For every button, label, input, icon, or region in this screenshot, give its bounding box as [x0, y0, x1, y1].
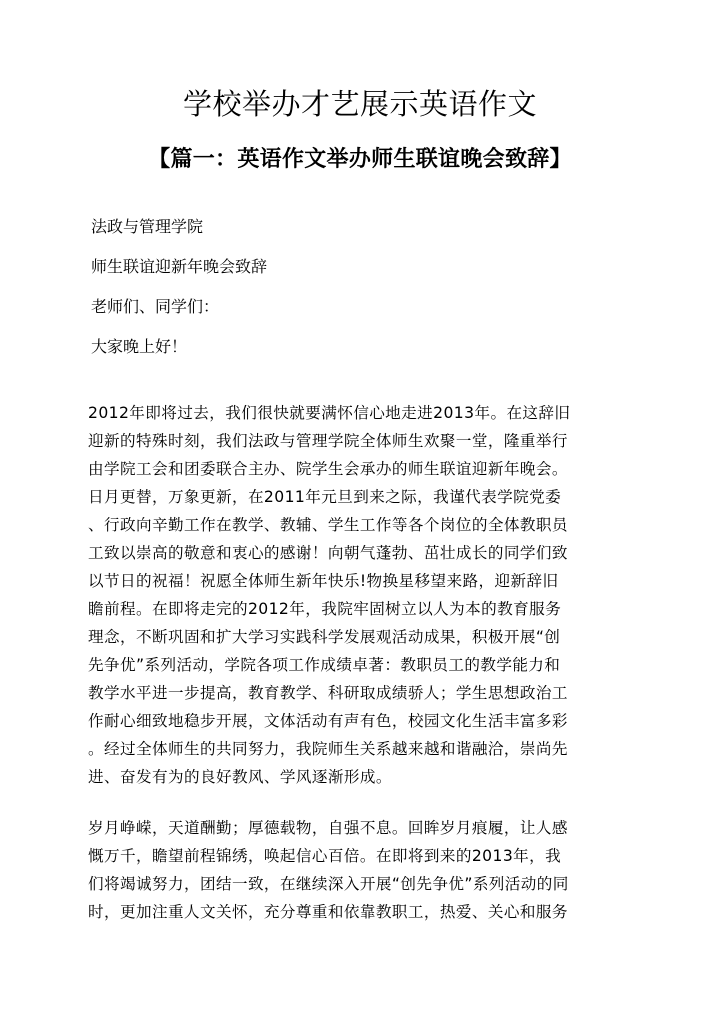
paragraph-line: 、行政向辛勤工作在教学、教辅、学生工作等各个岗位的全体教职员: [88, 516, 568, 534]
paragraph-line: 工致以崇高的敬意和衷心的感谢！向朝气蓬勃、茁壮成长的同学们致: [88, 544, 568, 562]
paragraph-line: 。经过全体师生的共同努力，我院师生关系越来越和谐融洽，崇尚先: [88, 740, 568, 758]
paragraph-line: 慨万千，瞻望前程锦绣，唤起信心百倍。在即将到来的2013年，我: [88, 847, 562, 865]
paragraph-line: 进、奋发有为的良好教风、学风逐渐形成。: [88, 768, 392, 786]
paragraph-line: 以节日的祝福！祝愿全体师生新年快乐!物换星移望来路，迎新辞旧: [88, 572, 559, 590]
paragraph-line: 瞻前程。在即将走完的2012年，我院牢固树立以人为本的教育服务: [88, 600, 562, 618]
paragraph-line: 教学水平进一步提高，教育教学、科研取成绩骄人；学生思想政治工: [88, 684, 568, 702]
paragraph-line: 岁月峥嵘，天道酬勤；厚德载物，自强不息。回眸岁月痕履，让人感: [88, 819, 568, 837]
paragraph-line: 2012年即将过去，我们很快就要满怀信心地走进2013年。在这辞旧: [88, 404, 571, 422]
paragraph-line: 时，更加注重人文关怀，充分尊重和依靠教职工，热爱、关心和服务: [88, 903, 568, 921]
paragraph-line: 理念，不断巩固和扩大学习实践科学发展观活动成果，积极开展“创: [88, 628, 561, 646]
header-line-salutation: 老师们、同学们：: [91, 297, 220, 316]
paragraph-line: 作耐心细致地稳步开展，文体活动有声有色，校园文化生活丰富多彩: [88, 712, 568, 730]
paragraph-line: 们将竭诚努力，团结一致，在继续深入开展“创先争优”系列活动的同: [88, 875, 569, 893]
header-line-department: 法政与管理学院: [91, 217, 204, 236]
document-title: 学校举办才艺展示英语作文: [182, 87, 537, 121]
header-line-greeting: 大家晚上好！: [91, 337, 188, 356]
paragraph-line: 由学院工会和团委联合主办、院学生会承办的师生联谊迎新年晚会。: [88, 460, 568, 478]
paragraph-line: 先争优”系列活动，学院各项工作成绩卓著：教职员工的教学能力和: [88, 656, 561, 674]
paragraph-line: 迎新的特殊时刻，我们法政与管理学院全体师生欢聚一堂，隆重举行: [88, 432, 568, 450]
document-subtitle: 【篇一：英语作文举办师生联谊晚会致辞】: [148, 147, 572, 172]
speech-header: [91, 217, 267, 377]
paragraph-line: 日月更替，万象更新，在2011年元旦到来之际，我谨代表学院党委: [88, 488, 562, 506]
paragraph-2: [88, 814, 648, 926]
header-line-event: 师生联谊迎新年晚会致辞: [91, 257, 268, 276]
paragraph-1: [88, 399, 648, 791]
